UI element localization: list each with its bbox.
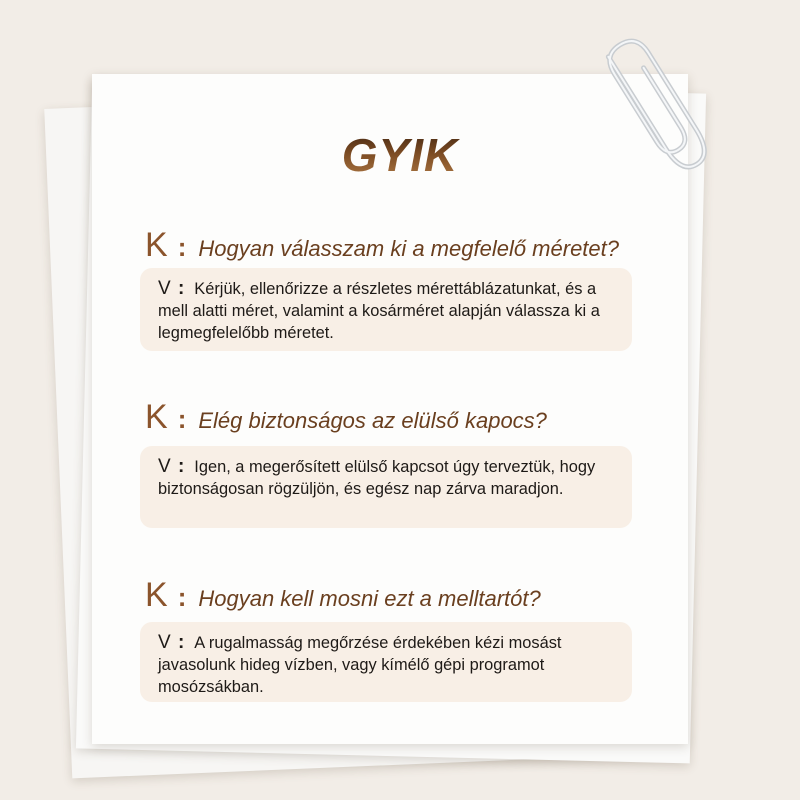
question-text: Hogyan válasszam ki a megfelelő méretet? xyxy=(198,236,620,261)
question-colon: : xyxy=(177,232,187,262)
question-text: Elég biztonságos az elülső kapocs? xyxy=(198,408,547,433)
page-title: GYIK xyxy=(0,128,800,182)
answer-prefix: V : xyxy=(158,632,185,653)
question-colon: : xyxy=(177,404,187,434)
faq-answer-2 xyxy=(140,446,632,528)
faq-question-2 xyxy=(145,398,547,437)
faq-question-1 xyxy=(145,226,619,265)
question-prefix: K xyxy=(145,576,168,614)
answer-text: Kérjük, ellenőrizze a részletes mérettáblázatunkat, és a mell alatti méret, valamint a kosárméret alapján válassza ki a legmegfelelőbb méretet. xyxy=(158,280,600,342)
faq-answer-1 xyxy=(140,268,632,351)
question-text: Hogyan kell mosni ezt a melltartót? xyxy=(198,586,541,611)
answer-text: Igen, a megerősített elülső kapcsot úgy terveztük, hogy biztonságosan rögzüljön, és egész nap zárva maradjon. xyxy=(158,458,596,498)
question-prefix: K xyxy=(145,226,168,264)
answer-prefix: V : xyxy=(158,456,185,477)
faq-answer-3 xyxy=(140,622,632,702)
faq-question-3 xyxy=(145,576,541,615)
question-colon: : xyxy=(177,582,187,612)
question-prefix: K xyxy=(145,398,168,436)
answer-text: A rugalmasság megőrzése érdekében kézi mosást javasolunk hideg vízben, vagy kímélő gépi programot mosózsákban. xyxy=(158,634,562,696)
answer-prefix: V : xyxy=(158,278,185,299)
